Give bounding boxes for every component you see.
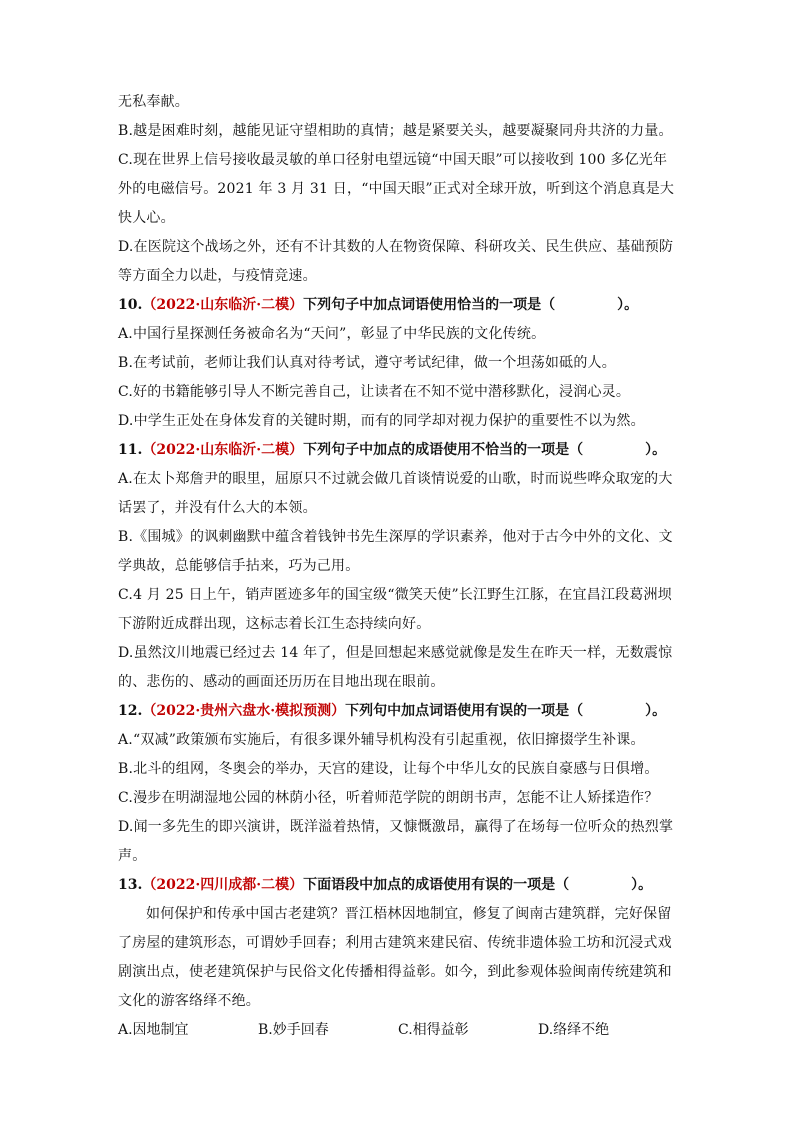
q13-options [118, 1016, 678, 1045]
q12-option-b: B.北斗的组网，冬奥会的举办，天宫的建设，让每个中华儿女的民族自豪感与日俱增。 [118, 761, 659, 777]
q10-number: 10. [118, 297, 143, 313]
q12-option-c: C.漫步在明湖湿地公园的林荫小径，听着师范学院的朗朗书声，怎能不让人矫揉造作？ [118, 790, 659, 806]
q12-number: 12. [118, 703, 143, 719]
q13-option-b: B.妙手回春 [258, 1022, 329, 1038]
q10-text: 下列句子中加点词语使用恰当的一项是（ [303, 297, 556, 313]
q10-option-d: D.中学生正处在身体发育的关键时期，而有的同学却对视力保护的重要性不以为然。 [118, 413, 645, 429]
q13-passage: 如何保护和传承中国古老建筑？晋江梧林因地制宜，修复了闽南古建筑群，完好保留了房屋的建筑形态，可谓妙手回春；利用古建筑来建民宿、传统非遗体验工坊和沉浸式戏剧演出点，使老建筑保护与民俗文化传播相得益彰。如今，到此参观体验闽南传统建筑和文化的游客络绎不绝。 [118, 906, 672, 1009]
q11-source: （2022·山东临沂·二模） [142, 442, 304, 458]
q11-number: 11. [118, 442, 143, 458]
q13-option-a: A.因地制宜 [118, 1022, 189, 1038]
q12-source: （2022·贵州六盘水·模拟预测） [142, 703, 346, 719]
q12-end: ）。 [645, 703, 667, 719]
q10-option-b: B.在考试前，老师让我们认真对待考试，遵守考试纪律，做一个坦荡如砥的人。 [118, 355, 616, 371]
q10-source: （2022·山东临沂·二模） [142, 297, 304, 313]
q11-option-b: B.《围城》的讽刺幽默中蕴含着钱钟书先生深厚的学识素养，他对于古今中外的文化、文学典故，总能够信手拈来，巧为己用。 [118, 529, 673, 574]
q9-tail: 无私奉献。 [118, 94, 189, 110]
q13-option-d: D.络绎不绝 [538, 1022, 610, 1038]
q9-option-d: D.在医院这个战场之外，还有不计其数的人在物资保障、科研攻关、民生供应、基础预防等方面全力以赴，与疫情竞速。 [118, 239, 674, 284]
q11-end: ）。 [645, 442, 667, 458]
q9-option-b: B.越是困难时刻，越能见证守望相助的真情；越是紧要关头，越要凝聚同舟共济的力量。 [118, 123, 673, 139]
q11-option-a: A.在太卜郑詹尹的眼里，屈原只不过就会做几首谈情说爱的山歌，时而说些哗众取宠的大话罢了，并没有什么大的本领。 [118, 471, 673, 516]
q12-stem [118, 697, 678, 726]
q10-stem [118, 291, 678, 320]
q13-end: ）。 [631, 877, 653, 893]
document-page [118, 88, 678, 1045]
q12-text: 下列句中加点词语使用有误的一项是（ [345, 703, 584, 719]
q10-option-c: C.好的书籍能够引导人不断完善自己，让读者在不知不觉中潜移默化，浸润心灵。 [118, 384, 631, 400]
q11-stem [118, 436, 678, 465]
q11-option-d: D.虽然汶川地震已经过去 14 年了，但是回想起来感觉就像是发生在昨天一样，无数震惊的、悲伤的、感动的画面还历历在目地出现在眼前。 [118, 645, 673, 690]
q12-option-a: A.“双减”政策颁布实施后，有很多课外辅导机构没有引起重视，依旧撺掇学生补课。 [118, 732, 645, 748]
q10-option-a: A.中国行星探测任务被命名为“天问”，彰显了中华民族的文化传统。 [118, 326, 546, 342]
q11-text: 下列句子中加点的成语使用不恰当的一项是（ [303, 442, 584, 458]
q13-option-c: C.相得益彰 [398, 1022, 469, 1038]
q10-end: ）。 [617, 297, 639, 313]
q13-stem [118, 871, 678, 900]
q13-text: 下面语段中加点的成语使用有误的一项是（ [303, 877, 570, 893]
q13-source: （2022·四川成都·二模） [142, 877, 304, 893]
q11-option-c: C.4 月 25 日上午，销声匿迹多年的国宝级“微笑天使”长江野生江豚，在宜昌江段葛洲坝下游附近成群出现，这标志着长江生态持续向好。 [118, 587, 672, 632]
q13-number: 13. [118, 877, 143, 893]
q9-option-c: C.现在世界上信号接收最灵敏的单口径射电望远镜“中国天眼”可以接收到 100 多亿光年外的电磁信号。2021 年 3 月 31 日，“中国天眼”正式对全球开放，听到这个消息真是大快人心。 [118, 152, 675, 226]
q12-option-d: D.闻一多先生的即兴演讲，既洋溢着热情，又慷慨激昂，赢得了在场每一位听众的热烈掌声。 [118, 819, 674, 864]
